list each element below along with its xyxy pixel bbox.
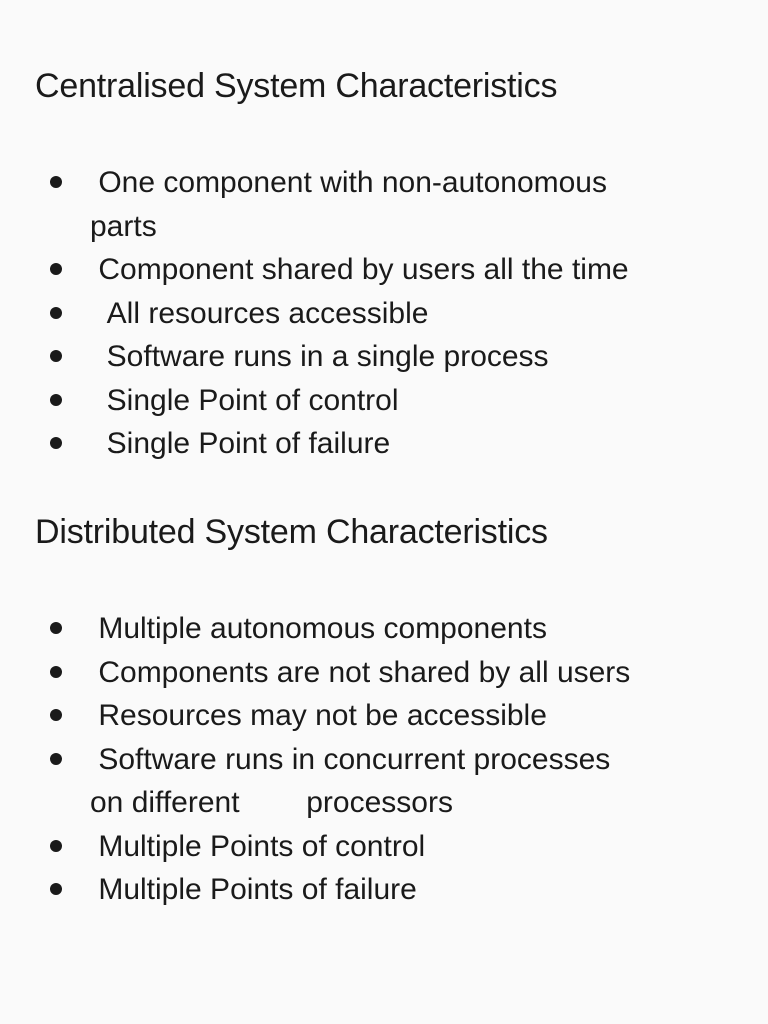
- list-item: [35, 161, 735, 248]
- list-item: [35, 651, 735, 695]
- list-item-text: Software runs in concurrent processes on different processors: [90, 742, 611, 819]
- list-item: [35, 738, 735, 825]
- list-item-text: Component shared by users all the time: [90, 253, 629, 286]
- centralised-section: [35, 66, 735, 460]
- bullet-icon: [50, 622, 62, 634]
- list-item-text: Multiple autonomous components: [90, 612, 547, 645]
- bullet-icon: [50, 263, 62, 275]
- bullet-icon: [50, 394, 62, 406]
- bullet-icon: [50, 883, 62, 895]
- bullet-icon: [50, 666, 62, 678]
- centralised-title: Centralised System Characteristics: [35, 67, 558, 105]
- bullet-icon: [50, 176, 62, 188]
- list-item: [35, 868, 735, 912]
- list-item-text: Multiple Points of control: [90, 829, 426, 863]
- list-item: [35, 335, 735, 379]
- list-item-text: Single Point of failure: [90, 427, 391, 460]
- list-item-text: Multiple Points of failure: [90, 873, 417, 906]
- bullet-icon: [50, 840, 62, 852]
- bullet-icon: [50, 307, 62, 319]
- list-item: [35, 292, 735, 336]
- list-item: [35, 825, 735, 869]
- list-item-text: One component with non-autonomous parts: [90, 166, 607, 243]
- bullet-icon: [50, 753, 62, 765]
- distributed-title: Distributed System Characteristics: [35, 513, 548, 551]
- list-item-text: Single Point of control: [90, 383, 399, 417]
- list-item-text: All resources accessible: [90, 296, 429, 330]
- list-item: [35, 694, 735, 738]
- list-item: [35, 379, 735, 423]
- list-item: [35, 422, 735, 466]
- centralised-list: [35, 161, 735, 466]
- list-item-text: Components are not shared by all users: [90, 655, 631, 689]
- distributed-section: [35, 512, 735, 906]
- bullet-icon: [50, 437, 62, 449]
- list-item-text: Software runs in a single process: [90, 340, 549, 373]
- list-item-text: Resources may not be accessible: [90, 699, 547, 732]
- list-item: [35, 607, 735, 651]
- distributed-list: [35, 607, 735, 912]
- bullet-icon: [50, 709, 62, 721]
- bullet-icon: [50, 350, 62, 362]
- list-item: [35, 248, 735, 292]
